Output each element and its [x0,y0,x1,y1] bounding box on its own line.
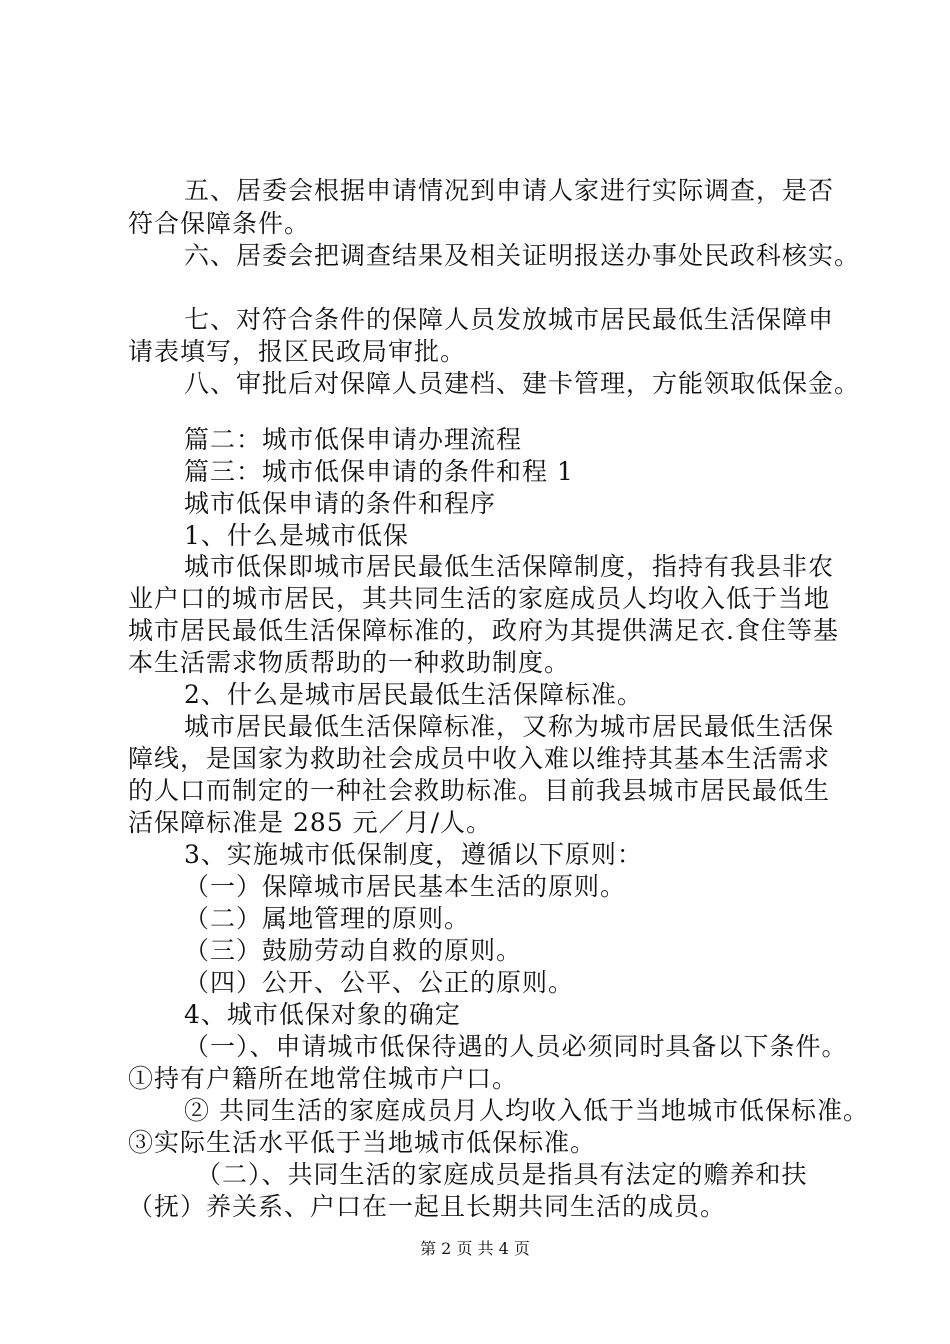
paragraph-line: 符合保障条件。 [128,209,311,238]
paragraph-line: 业户口的城市居民，其共同生活的家庭成员人均收入低于当地 [128,584,831,613]
list-item: （一）保障城市居民基本生活的原则。 [184,872,627,901]
paragraph-line: （抚）养关系、户口在一起且长期共同生活的成员。 [128,1192,727,1221]
question-heading: 3、实施城市低保制度，遵循以下原则： [184,840,643,869]
list-item: ② 共同生活的家庭成员月人均收入低于当地城市低保标准。 [184,1096,869,1125]
section-heading: 篇三：城市低保申请的条件和程 1 [184,457,574,486]
list-item: （三）鼓励劳动自救的原则。 [184,936,523,965]
paragraph-line: （二）、共同生活的家庭成员是指具有法定的赡养和扶 [196,1160,808,1189]
paragraph-line: 障线，是国家为救助社会成员中收入难以维持其基本生活需求 [128,744,831,773]
paragraph-line: 城市低保即城市居民最低生活保障制度，指持有我县非农 [184,552,835,581]
question-heading: 4、城市低保对象的确定 [184,1000,461,1029]
question-heading: 1、什么是城市低保 [184,521,409,550]
paragraph-line: 活保障标准是 285 元／月/人。 [128,808,493,837]
paragraph-line: 本生活需求物质帮助的一种救助制度。 [128,648,571,677]
paragraph-line: 八、审批后对保障人员建档、建卡管理，方能领取低保金。 [184,369,861,398]
section-heading: 篇二：城市低保申请办理流程 [184,425,523,454]
paragraph-line: 请表填写，报区民政局审批。 [128,337,467,366]
paragraph-line: 七、对符合条件的保障人员发放城市居民最低生活保障申 [184,305,835,334]
list-item: ③实际生活水平低于当地城市低保标准。 [128,1128,597,1157]
question-heading: 2、什么是城市居民最低生活保障标准。 [184,680,643,709]
article-title: 城市低保申请的条件和程序 [184,489,497,518]
paragraph-line: 城市居民最低生活保障标准，又称为城市居民最低生活保 [184,712,835,741]
paragraph-line: 五、居委会根据申请情况到申请人家进行实际调查，是否 [184,176,835,205]
list-item: （二）属地管理的原则。 [184,904,471,933]
paragraph-line: 城市居民最低生活保障标准的，政府为其提供满足衣.食住等基 [128,616,839,645]
paragraph-line: 的人口而制定的一种社会救助标准。目前我县城市居民最低生 [128,776,831,805]
list-item: ①持有户籍所在地常住城市户口。 [128,1064,519,1093]
list-item: （四）公开、公平、公正的原则。 [184,968,575,997]
page-number-footer: 第 2 页 共 4 页 [420,1239,530,1258]
paragraph-line: （一）、申请城市低保待遇的人员必须同时具备以下条件。 [184,1032,848,1061]
paragraph-line: 六、居委会把调查结果及相关证明报送办事处民政科核实。 [184,241,861,270]
